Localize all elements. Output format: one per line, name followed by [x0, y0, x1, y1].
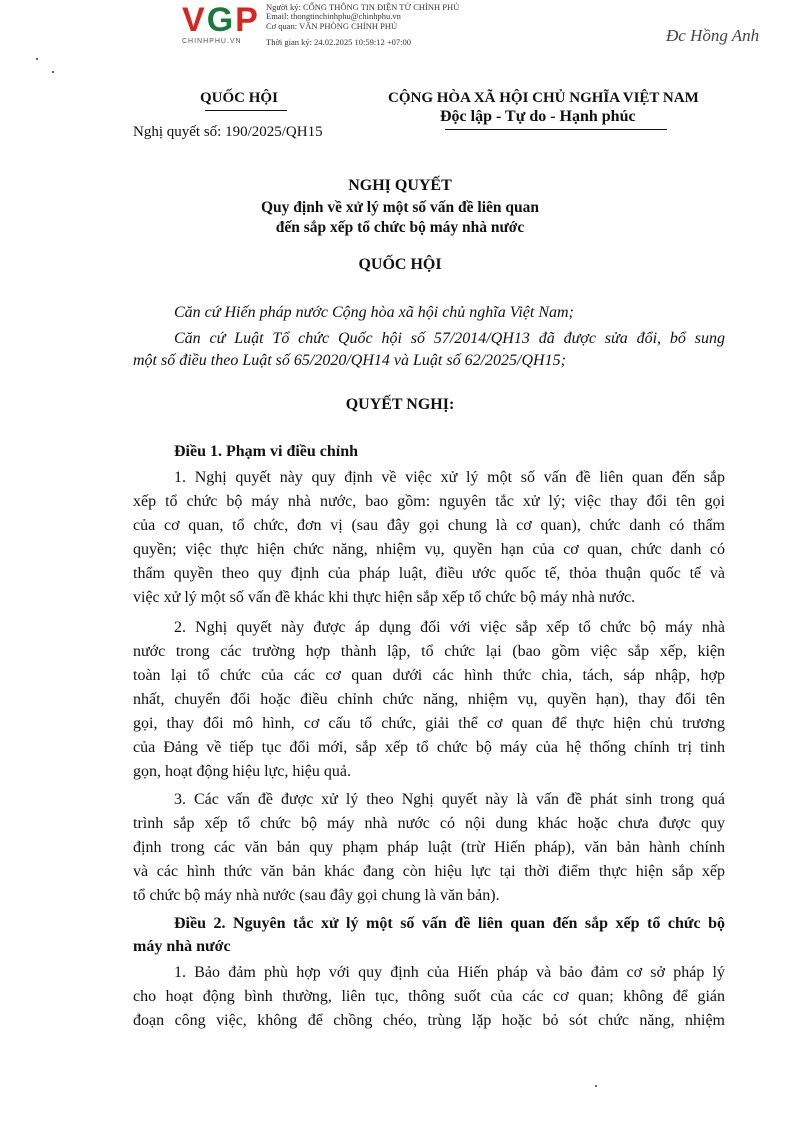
legal-basis: Căn cứ Luật Tổ chức Quốc hội số 57/2014/QH13 đã được sửa đổi, bổ sung	[174, 330, 725, 347]
clause-line: của Đảng về tiếp tục đổi mới, sắp xếp tổ chức bộ máy của hệ thống chính trị tinh	[133, 739, 725, 756]
clause-line: và các hình thức văn bản khác đang còn hiệu lực tại thời điểm thực hiện sắp xếp	[133, 863, 725, 880]
clause-line: 2. Nghị quyết này được áp dụng đối với việc sắp xếp tổ chức bộ máy nhà	[174, 619, 725, 636]
email-line: Email: thongtinchinhphu@chinhphu.vn	[266, 11, 401, 22]
clause-line: quyền; việc thực hiện chức năng, nhiệm vụ, quyền hạn của cơ quan, chức danh có	[133, 541, 725, 558]
clause-line: nhất, chuyển đổi hoặc điều chỉnh chức năng, nhiệm vụ, quyền hạn), thay đổi tên	[133, 691, 725, 708]
clause-line: thẩm quyền theo quy định của pháp luật, điều ước quốc tế, thỏa thuận quốc tế và	[133, 565, 725, 582]
scan-speck	[595, 1085, 597, 1087]
clause-line: đoạn công việc, không để chồng chéo, trùng lặp hoặc bỏ sót chức năng, nhiệm	[133, 1012, 725, 1029]
signer-line: Người ký: CỔNG THÔNG TIN ĐIỆN TỬ CHÍNH PHỦ	[266, 2, 460, 12]
clause-line: trình sắp xếp tổ chức bộ máy nhà nước có nội dung khác hoặc chưa được quy	[133, 815, 725, 832]
clause-line: việc xử lý một số vấn đề khác khi thực hiện sắp xếp tổ chức bộ máy nhà nước.	[133, 589, 636, 606]
document-number: Nghị quyết số: 190/2025/QH15	[133, 124, 323, 140]
clause-line: xếp tổ chức bộ máy nhà nước, bao gồm: nguyên tắc xử lý; việc thay đổi tên gọi	[133, 493, 725, 510]
motto-underline	[445, 129, 667, 130]
clause-line: 3. Các vấn đề được xử lý theo Nghị quyết này là vấn đề phát sinh trong quá	[174, 791, 725, 808]
clause-line: 1. Bảo đảm phù hợp với quy định của Hiến pháp và bảo đảm cơ sở pháp lý	[174, 964, 725, 981]
document-type: NGHỊ QUYẾT	[348, 177, 452, 194]
national-motto: Độc lập - Tự do - Hạnh phúc	[440, 108, 636, 125]
scan-speck	[52, 71, 54, 73]
article-heading: Điều 2. Nguyên tắc xử lý một số vấn đề liên quan đến sắp xếp tổ chức bộ	[174, 915, 725, 932]
signature-info	[266, 3, 459, 31]
clause-line: 1. Nghị quyết này quy định về việc xử lý một số vấn đề liên quan đến sắp	[174, 469, 725, 486]
article-heading: Điều 1. Phạm vi điều chỉnh	[174, 443, 359, 460]
clause-line: gọn, hoạt động hiệu lực, hiệu quả.	[133, 763, 351, 780]
issuer-title: QUỐC HỘI	[358, 256, 442, 273]
clause-line: gọi, thay đổi mô hình, cơ cấu tổ chức, giải thể cơ quan để thực hiện chủ trương	[133, 715, 725, 732]
logo-subtitle: CHINHPHU.VN	[182, 38, 242, 45]
signature-time: Thời gian ký: 24.02.2025 10:59:12 +07:00	[266, 37, 412, 47]
clause-line: định trong các văn bản quy phạm pháp luật (trừ Hiến pháp), văn bản hành chính	[133, 839, 725, 856]
article-heading: máy nhà nước	[133, 938, 231, 955]
clause-line: tổ chức bộ máy nhà nước (sau đây gọi chung là văn bản).	[133, 887, 500, 904]
clause-line: toàn lại tổ chức của các cơ quan dưới các hình thức chia, tách, sáp nhập, hợp	[133, 667, 725, 684]
clause-line: nước trong các trường hợp thành lập, tổ chức lại (bao gồm việc sắp xếp, kiện	[133, 643, 725, 660]
resolve-heading: QUYẾT NGHỊ:	[345, 396, 455, 413]
logo-letter-g: G	[206, 1, 236, 39]
handwritten-note: Đc Hồng Anh	[666, 26, 760, 45]
clause-line: của cơ quan, tổ chức, đơn vị (sau đây gọi chung là cơ quan), chức danh có thẩm	[133, 517, 725, 534]
legal-basis: một số điều theo Luật số 65/2020/QH14 và Luật số 62/2025/QH15;	[133, 352, 566, 369]
clause-line: cho hoạt động bình thường, liên tục, thông suốt của các cơ quan; không để gián	[133, 988, 725, 1005]
logo-letter-v: V	[182, 1, 207, 39]
national-title: CỘNG HÒA XÃ HỘI CHỦ NGHĨA VIỆT NAM	[388, 90, 699, 106]
scan-speck	[36, 58, 38, 60]
vgp-logo	[182, 2, 260, 38]
agency-line: Cơ quan: VĂN PHÒNG CHÍNH PHỦ	[266, 20, 398, 31]
issuing-body-underline	[205, 110, 287, 111]
legal-basis: Căn cứ Hiến pháp nước Cộng hòa xã hội chủ nghĩa Việt Nam;	[174, 304, 574, 321]
logo-letter-p: P	[235, 1, 260, 39]
issuing-body: QUỐC HỘI	[200, 90, 278, 106]
document-subject: Quy định về xử lý một số vấn đề liên quan	[260, 199, 540, 216]
document-subject: đến sắp xếp tổ chức bộ máy nhà nước	[275, 219, 525, 236]
